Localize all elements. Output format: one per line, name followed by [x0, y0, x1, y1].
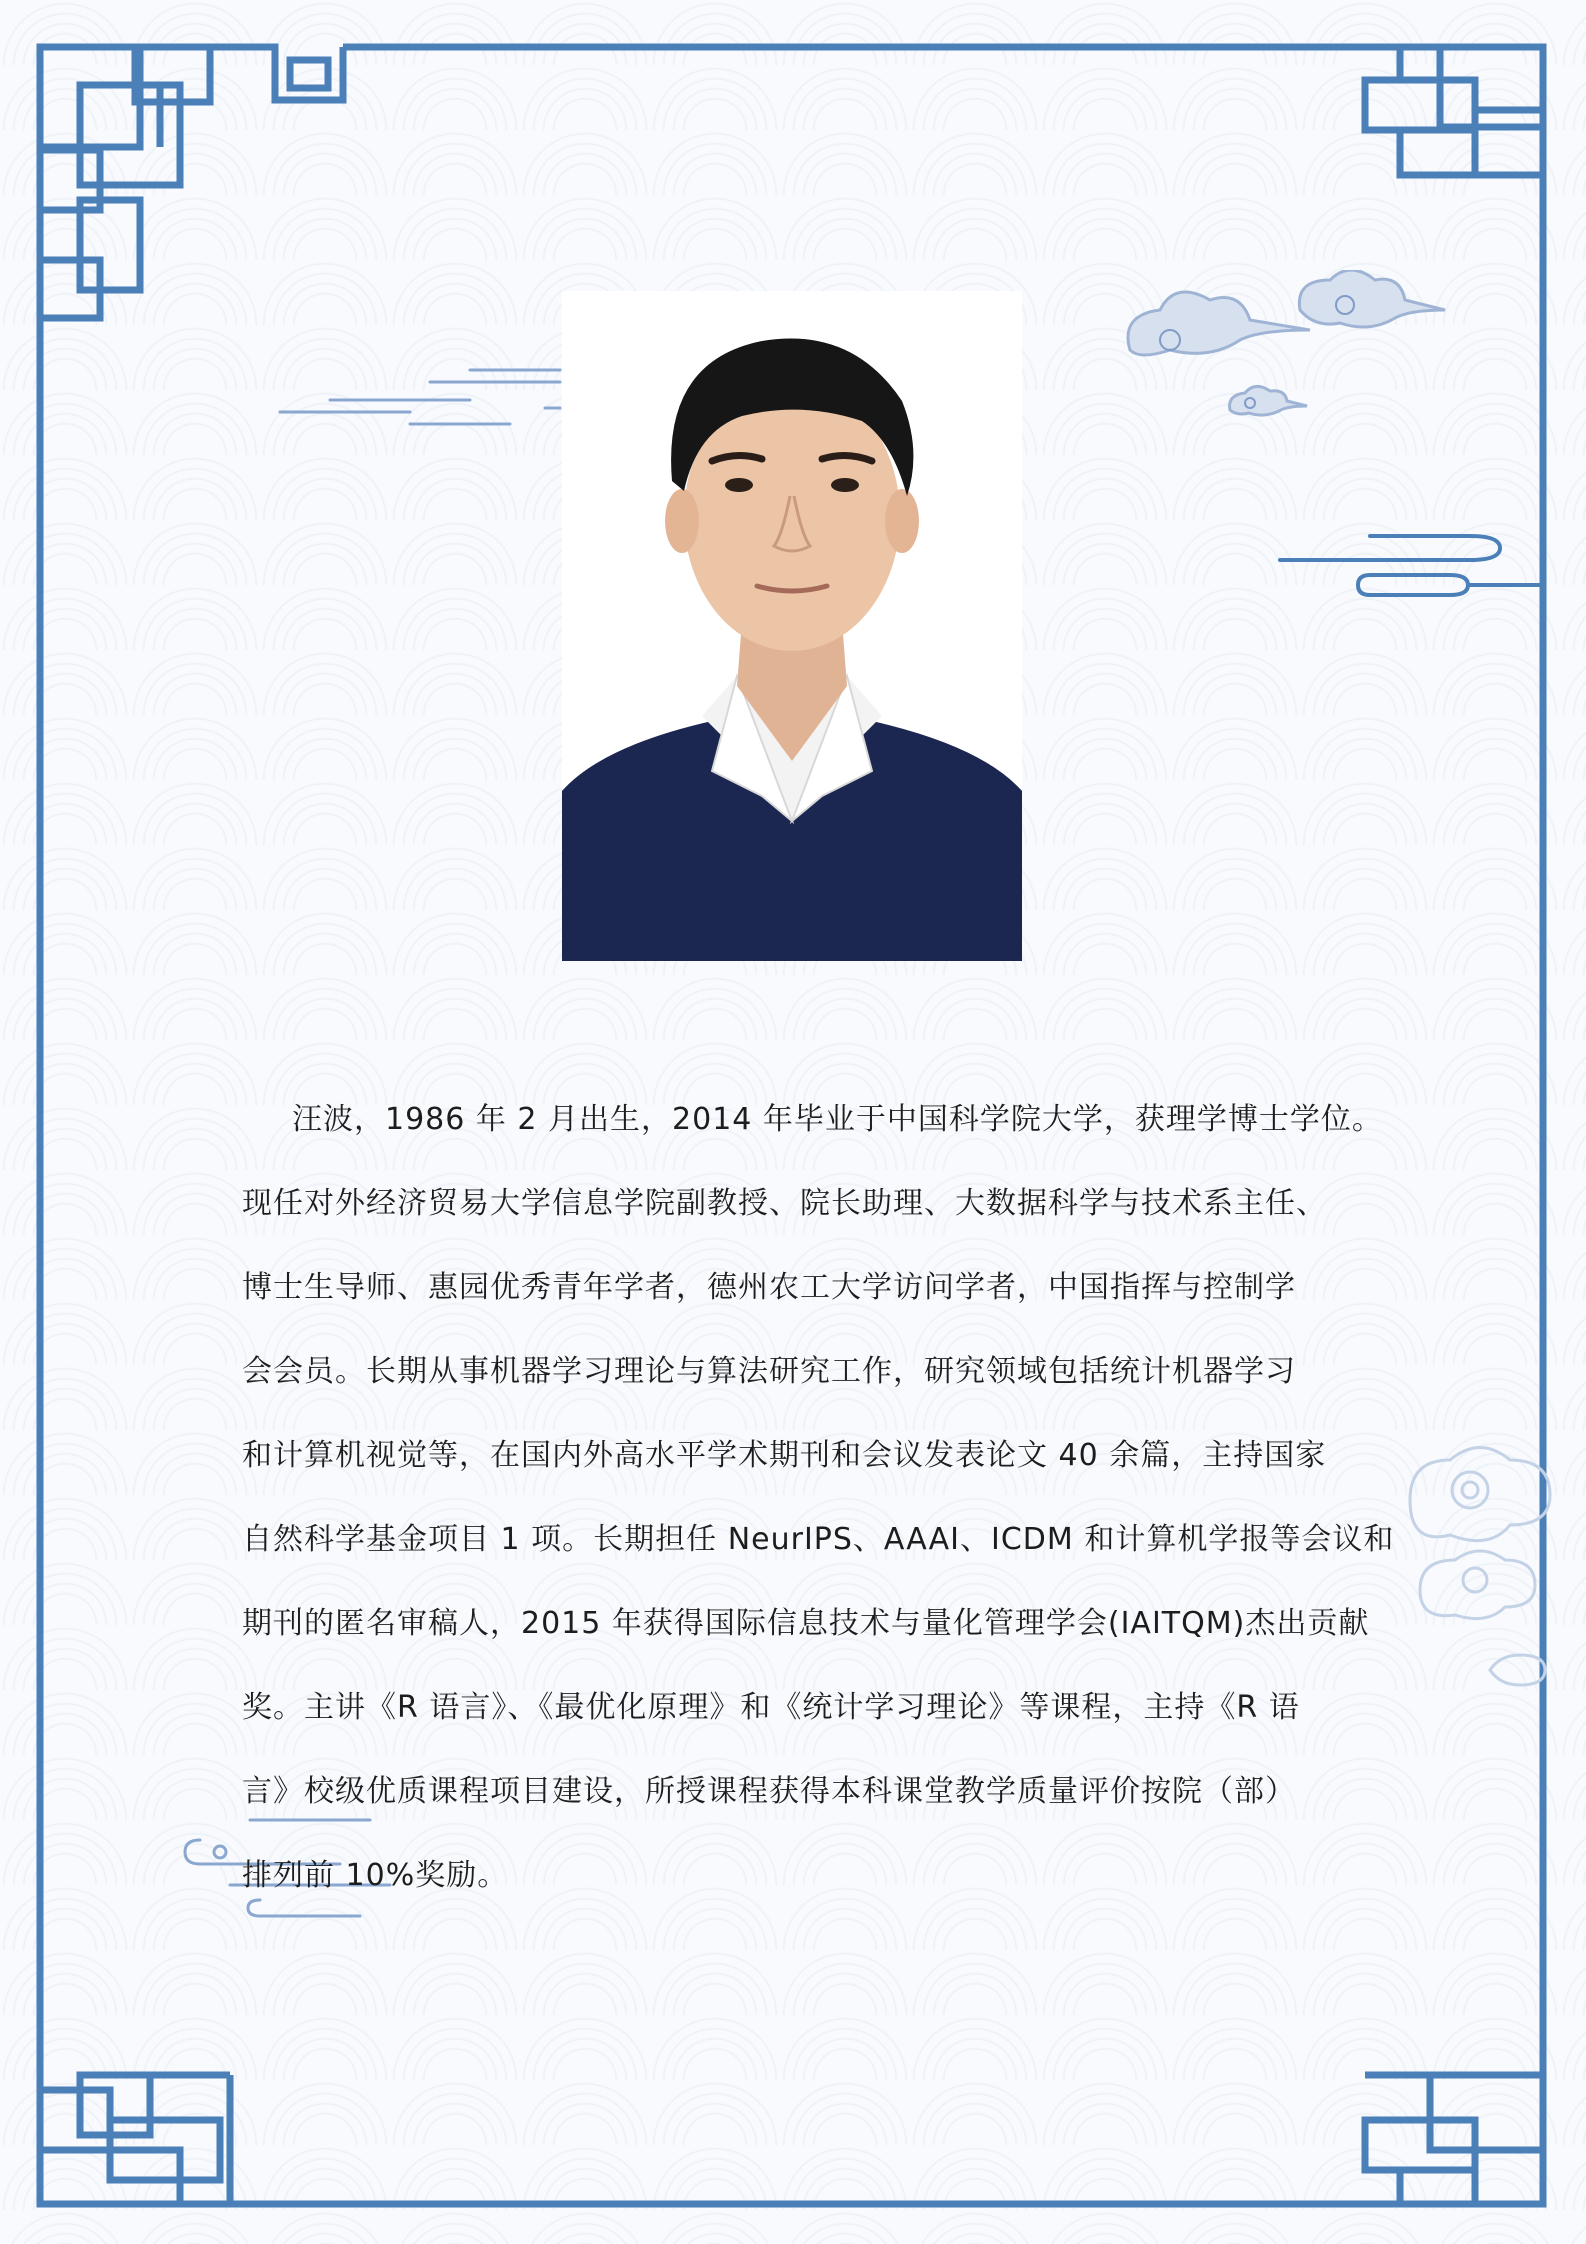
frame-corner-top-right [1365, 47, 1543, 175]
biography-text [242, 1078, 1395, 1918]
bio-line: 排列前 10%奖励。 [242, 1858, 509, 1893]
cloud-icon-top-right [1110, 270, 1450, 450]
frame-corner-bottom-left [40, 2065, 230, 2204]
frame-corner-top-left [40, 47, 343, 318]
bio-line: 现任对外经济贸易大学信息学院副教授、院长助理、大数据科学与技术系主任、 [242, 1186, 1327, 1221]
bio-line: 博士生导师、惠园优秀青年学者，德州农工大学访问学者，中国指挥与控制学 [242, 1270, 1296, 1305]
bio-line: 汪波，1986 年 2 月出生，2014 年毕业于中国科学院大学，获理学博士学位。 [292, 1102, 1383, 1137]
wind-lines-left [270, 360, 570, 440]
bio-line: 奖。主讲《R 语言》、《最优化原理》和《统计学习理论》等课程，主持《R 语 [242, 1690, 1300, 1725]
bio-line: 言》校级优质课程项目建设，所授课程获得本科课堂教学质量评价按院（部） [242, 1774, 1296, 1809]
bio-line: 会会员。长期从事机器学习理论与算法研究工作，研究领域包括统计机器学习 [242, 1354, 1296, 1389]
bio-line: 期刊的匿名审稿人，2015 年获得国际信息技术与量化管理学会(IAITQM)杰出贡献 [242, 1606, 1370, 1641]
cloud-icon-right [1390, 1440, 1560, 1700]
profile-photo [562, 291, 1022, 961]
wind-lines-right [1270, 530, 1550, 605]
portrait-image [562, 291, 1022, 961]
bio-line: 自然科学基金项目 1 项。长期担任 NeurIPS、AAAI、ICDM 和计算机学报等会议和 [242, 1522, 1395, 1557]
frame-corner-bottom-right [1365, 2065, 1543, 2204]
bio-line: 和计算机视觉等，在国内外高水平学术期刊和会议发表论文 40 余篇，主持国家 [242, 1438, 1327, 1473]
